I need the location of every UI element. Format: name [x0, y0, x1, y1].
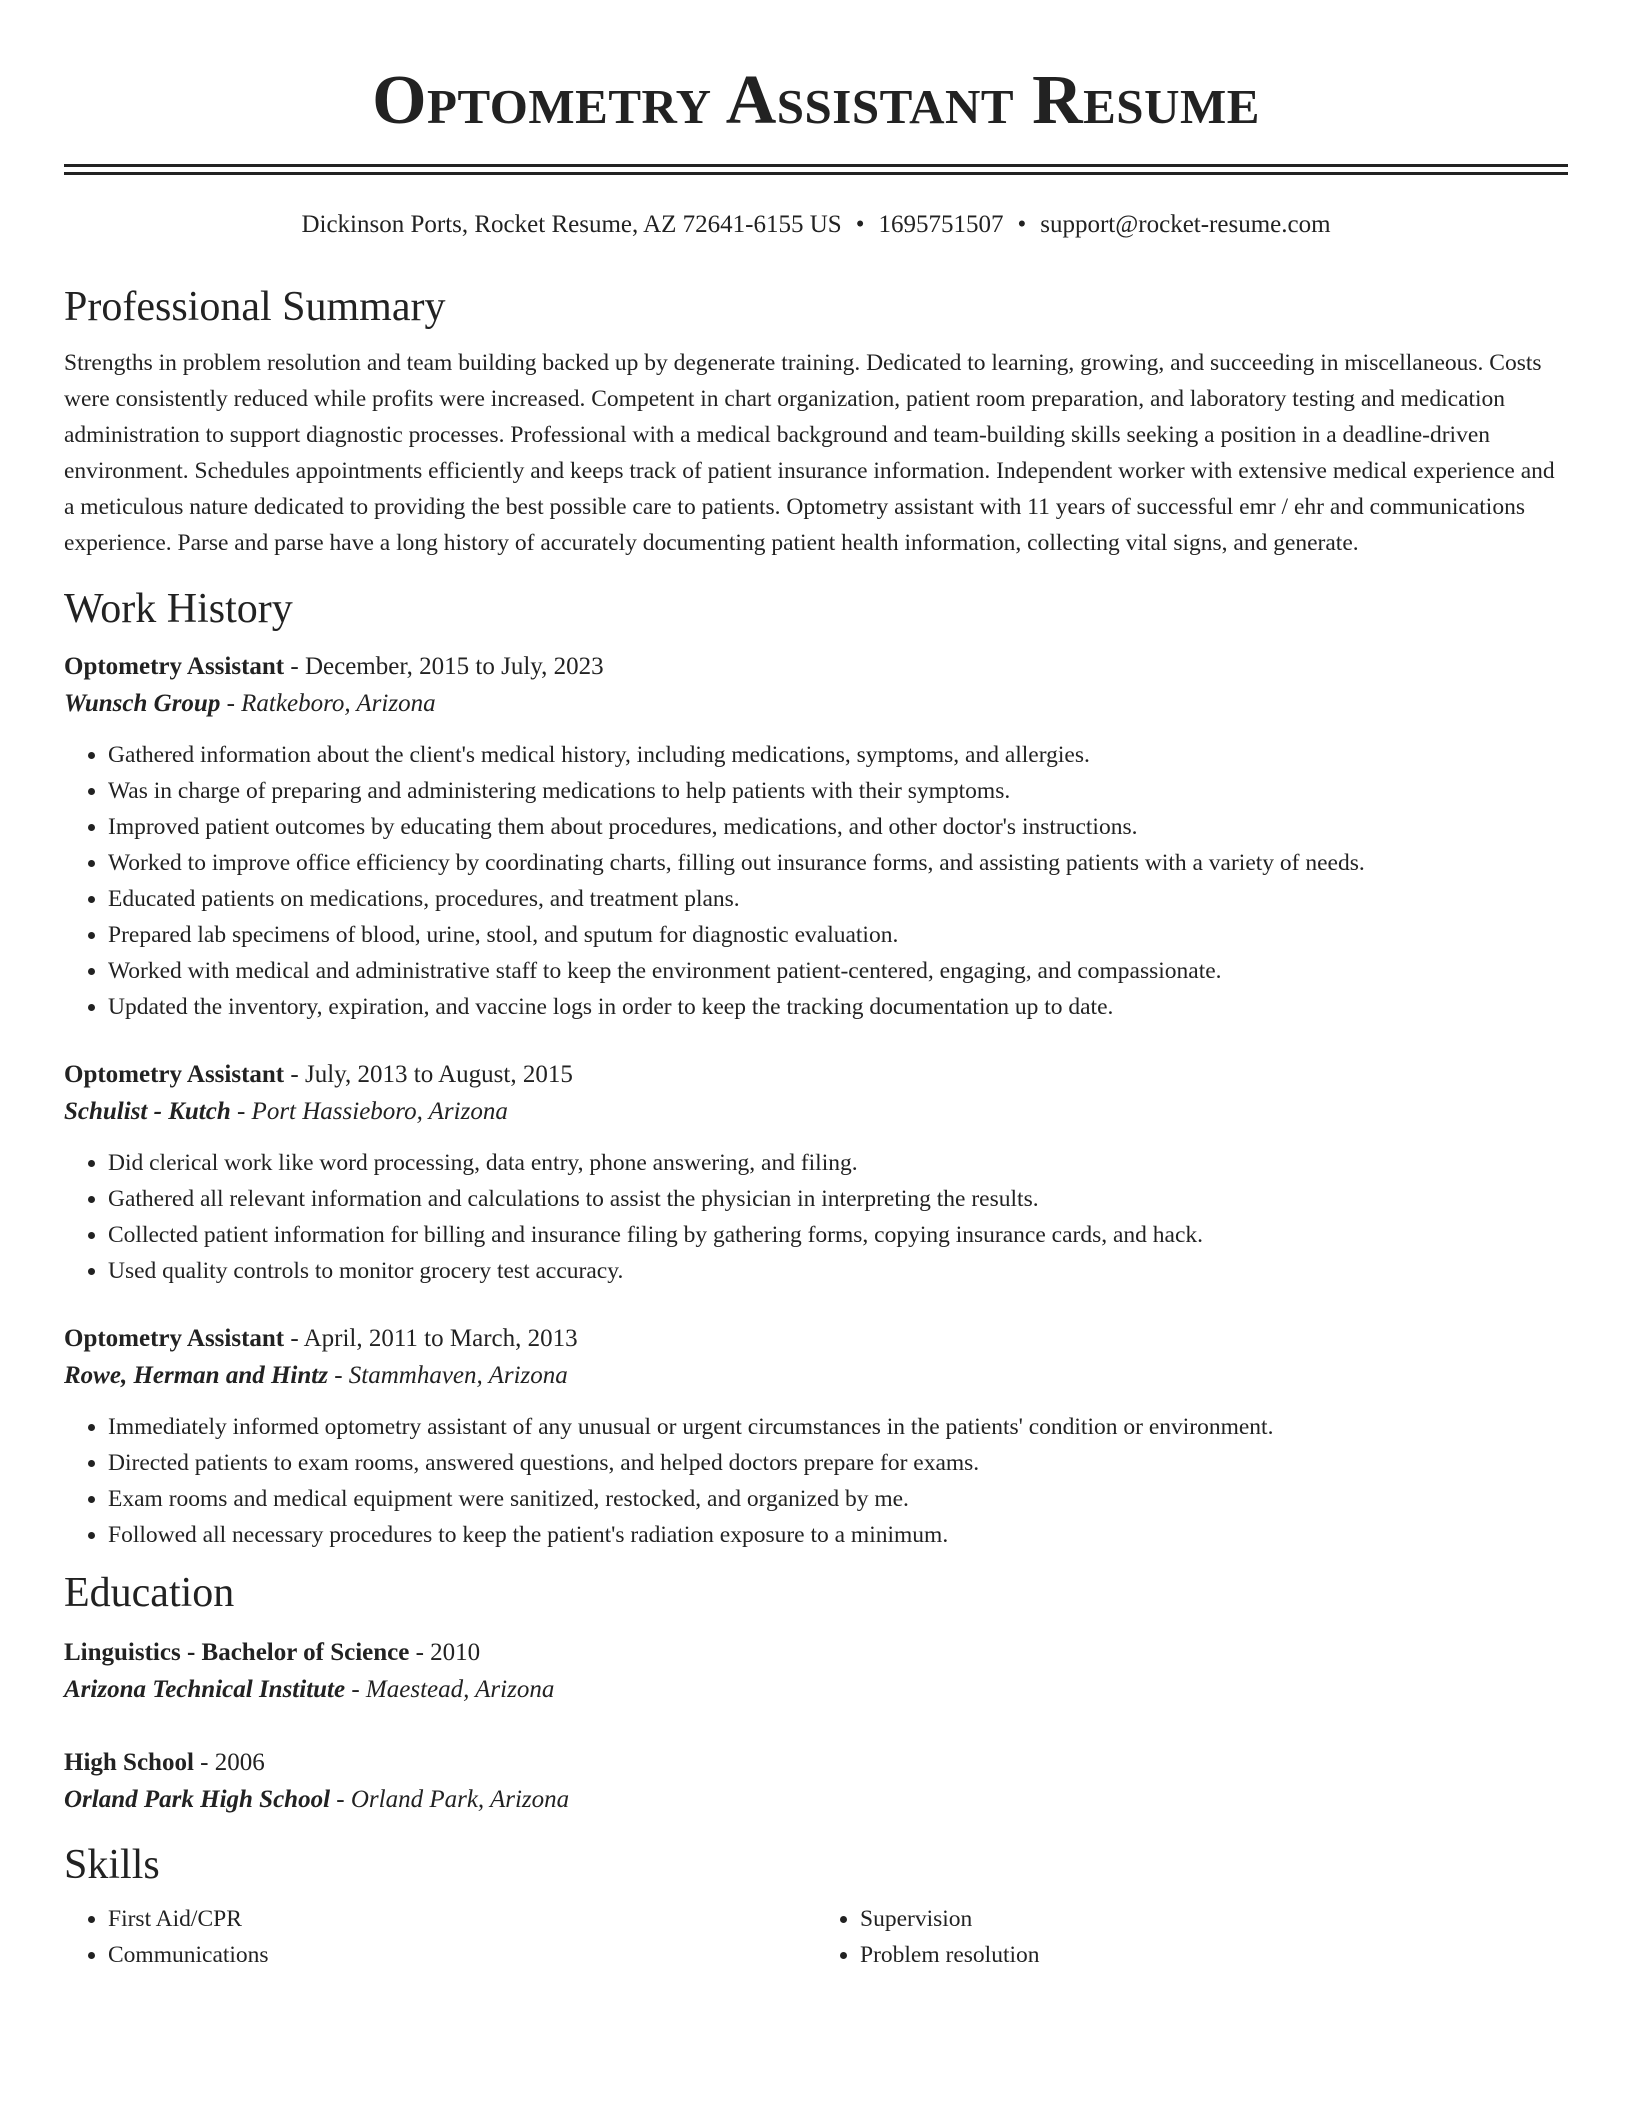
list-item: • Improved patient outcomes by educating them about procedures, medications, and other doctor's instructions.	[108, 809, 1568, 845]
summary-text: Strengths in problem resolution and team building backed up by degenerate training. Dedicated to learning, growing, and succeeding in miscellaneous. Costs were consistently reduced while profits were increased. Competent in chart organization, patient room preparation, and laboratory testing and medication administration to support diagnostic processes. Professional with a medical background and team-building skills seeking a position in a deadline-driven environment. Schedules appointments efficiently and keeps track of patient insurance information. Independent worker with extensive medical experience and a meticulous nature dedicated to providing the best possible care to patients. Optometry assistant with 11 years of successful emr / ehr and communications experience. Parse and parse have a long history of accurately documenting patient health information, collecting vital signs, and generate.	[64, 350, 1555, 556]
job-dates: - April, 2011 to March, 2013	[284, 1325, 578, 1352]
job-entry	[64, 1321, 1568, 1553]
education-year: - 2010	[409, 1639, 481, 1666]
contact-phone: 1695751507	[878, 211, 1004, 238]
education-entry	[64, 1635, 1568, 1709]
job-employer	[64, 1093, 1568, 1131]
contact-address: Dickinson Ports, Rocket Resume, AZ 72641-6155 US	[301, 211, 842, 238]
list-item: • Directed patients to exam rooms, answered questions, and helped doctors prepare for exams.	[108, 1445, 1568, 1481]
skill-item: • Supervision	[860, 1901, 1568, 1937]
list-item: • Exam rooms and medical equipment were sanitized, restocked, and organized by me.	[108, 1481, 1568, 1517]
education-school: Arizona Technical Institute	[64, 1676, 346, 1703]
skill-item: • First Aid/CPR	[108, 1901, 816, 1937]
section-title-work-history: Work History	[64, 586, 293, 632]
section-title-skills: Skills	[64, 1842, 160, 1888]
education-year: - 2006	[193, 1749, 265, 1776]
job-entry	[64, 649, 1568, 1025]
section-title-education: Education	[64, 1570, 235, 1616]
job-heading	[64, 1057, 1568, 1093]
job-location: - Stammhaven, Arizona	[327, 1362, 568, 1389]
education-heading	[64, 1745, 1568, 1781]
job-company: Wunsch Group	[64, 690, 221, 717]
skill-item: • Communications	[108, 1937, 816, 1973]
contact-email: support@rocket-resume.com	[1040, 211, 1331, 238]
skills-column-left	[64, 1901, 816, 1973]
education-school: Orland Park High School	[64, 1786, 331, 1813]
list-item: • Educated patients on medications, procedures, and treatment plans.	[108, 881, 1568, 917]
job-employer	[64, 685, 1568, 723]
skills-list	[64, 1901, 1568, 1973]
job-duties	[64, 737, 1568, 1025]
job-company: Schulist - Kutch	[64, 1098, 231, 1125]
job-dates: - December, 2015 to July, 2023	[284, 653, 604, 680]
education-heading	[64, 1635, 1568, 1671]
list-item: • Was in charge of preparing and administering medications to help patients with their symptoms.	[108, 773, 1568, 809]
job-title: Optometry Assistant	[64, 1061, 285, 1088]
list-item: • Worked to improve office efficiency by coordinating charts, filling out insurance forms, and assisting patients with a variety of needs.	[108, 845, 1568, 881]
job-location: - Ratkeboro, Arizona	[220, 690, 436, 717]
list-item: • Updated the inventory, expiration, and vaccine logs in order to keep the tracking documentation up to date.	[108, 989, 1568, 1025]
job-title: Optometry Assistant	[64, 653, 285, 680]
education-degree: High School	[64, 1749, 194, 1776]
job-location: - Port Hassieboro, Arizona	[230, 1098, 508, 1125]
skill-item: • Problem resolution	[860, 1937, 1568, 1973]
list-item: • Did clerical work like word processing, data entry, phone answering, and filing.	[108, 1145, 1568, 1181]
list-item: • Used quality controls to monitor grocery test accuracy.	[108, 1253, 1568, 1289]
list-item: • Followed all necessary procedures to keep the patient's radiation exposure to a minimum.	[108, 1517, 1568, 1553]
list-item: • Collected patient information for billing and insurance filing by gathering forms, copying insurance cards, and hack.	[108, 1217, 1568, 1253]
job-heading	[64, 649, 1568, 685]
list-item: • Gathered information about the client's medical history, including medications, symptoms, and allergies.	[108, 737, 1568, 773]
contact-separator: •	[1017, 211, 1027, 238]
contact-line	[64, 209, 1568, 241]
education-location: - Orland Park, Arizona	[330, 1786, 570, 1813]
skills-column-right	[816, 1901, 1568, 1973]
list-item: • Immediately informed optometry assistant of any unusual or urgent circumstances in the patients' condition or environment.	[108, 1409, 1568, 1445]
job-entry	[64, 1057, 1568, 1289]
job-dates: - July, 2013 to August, 2015	[284, 1061, 573, 1088]
education-entry	[64, 1745, 1568, 1819]
job-heading	[64, 1321, 1568, 1357]
list-item: • Gathered all relevant information and calculations to assist the physician in interpreting the results.	[108, 1181, 1568, 1217]
education-location: - Maestead, Arizona	[345, 1676, 555, 1703]
list-item: • Worked with medical and administrative staff to keep the environment patient-centered, engaging, and compassionate.	[108, 953, 1568, 989]
contact-separator: •	[855, 211, 865, 238]
job-employer	[64, 1357, 1568, 1395]
job-duties	[64, 1409, 1568, 1553]
list-item: • Prepared lab specimens of blood, urine, stool, and sputum for diagnostic evaluation.	[108, 917, 1568, 953]
resume-title: Optometry Assistant Resume	[372, 62, 1260, 139]
job-duties	[64, 1145, 1568, 1289]
education-institution	[64, 1781, 1568, 1819]
education-degree: Linguistics - Bachelor of Science	[64, 1639, 410, 1666]
job-company: Rowe, Herman and Hintz	[64, 1362, 328, 1389]
section-title-summary: Professional Summary	[64, 284, 446, 330]
job-title: Optometry Assistant	[64, 1325, 285, 1352]
title-divider	[64, 164, 1568, 175]
education-institution	[64, 1671, 1568, 1709]
